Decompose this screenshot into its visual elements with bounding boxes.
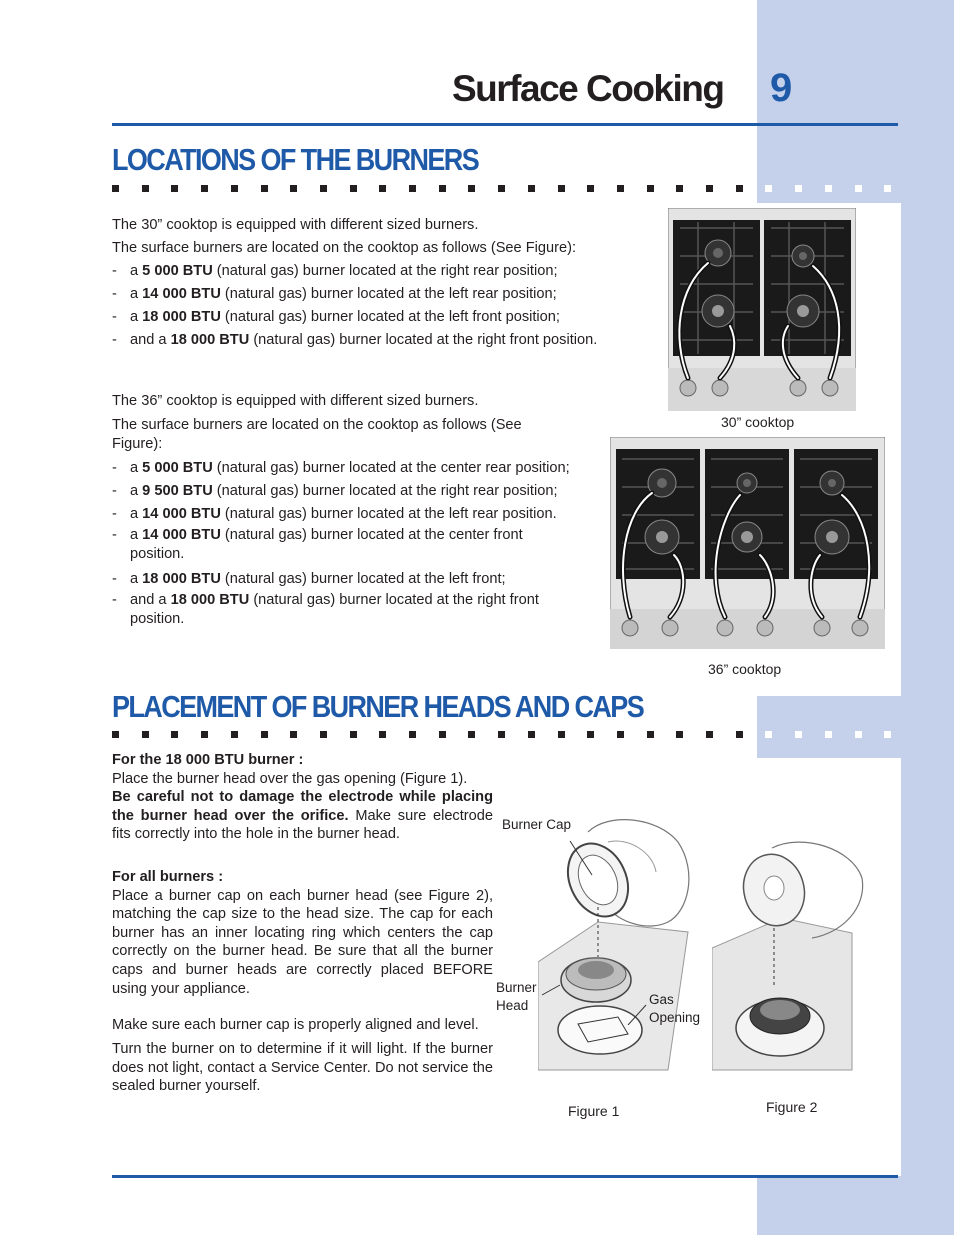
label-burner-cap: Burner Cap xyxy=(502,817,572,832)
btu-rating: 18 000 BTU xyxy=(142,309,221,325)
divider-dot xyxy=(201,731,208,738)
divider-dot xyxy=(290,731,297,738)
divider-dot xyxy=(528,185,535,192)
divider-dot xyxy=(706,185,713,192)
label-gas-line2: Opening xyxy=(649,1010,701,1025)
list-item-text: (natural gas) burner located at the center rear position; xyxy=(212,460,570,476)
caption-30-cooktop: 30” cooktop xyxy=(721,414,795,430)
divider-dot xyxy=(884,185,891,192)
list-item xyxy=(112,526,592,564)
list-item xyxy=(112,283,632,306)
divider-dot xyxy=(142,731,149,738)
divider-dot xyxy=(647,731,654,738)
divider-dot xyxy=(201,185,208,192)
divider-dot xyxy=(558,731,565,738)
list-item xyxy=(112,457,592,480)
list-item-text: (natural gas) burner located at the center front xyxy=(220,527,523,543)
btu-rating: 18 000 BTU xyxy=(170,332,250,348)
list-item-prefix: a xyxy=(130,286,143,302)
list-item xyxy=(112,329,632,352)
divider-dot xyxy=(112,731,119,738)
list-item-text: (natural gas) burner located at the right front position. xyxy=(249,332,598,348)
divider-dot xyxy=(587,185,594,192)
divider-dot xyxy=(261,731,268,738)
divider-dot xyxy=(290,185,297,192)
list-item-text: (natural gas) burner located at the left rear position. xyxy=(220,506,557,522)
list-item-text: (natural gas) burner located at the left front position; xyxy=(220,309,560,325)
instruction-para: Place a burner cap on each burner head (see Figure 2), matching the cap size to the head size. The cap for each burner has an inner locating ring which centers the cap correctly on the burner head. Be sure that all the burner caps and burner heads are correctly placed BEFORE using your appliance. xyxy=(112,887,493,997)
divider-dot xyxy=(231,185,238,192)
divider-dot xyxy=(736,731,743,738)
btu-rating: 5 000 BTU xyxy=(142,460,213,476)
list-item xyxy=(112,260,632,283)
cooktop-36-figure xyxy=(610,437,885,649)
divider-dot xyxy=(379,731,386,738)
list-item xyxy=(112,503,592,526)
list-item-prefix: a xyxy=(130,571,143,587)
divider-dot xyxy=(350,185,357,192)
burner-list-30 xyxy=(112,260,632,352)
divider-dot xyxy=(439,185,446,192)
figure-2-illustration xyxy=(712,838,872,1074)
list-item-prefix: a xyxy=(130,309,143,325)
btu-rating: 14 000 BTU xyxy=(142,286,221,302)
page-number: 9 xyxy=(770,66,793,110)
list-item-continuation: position. xyxy=(130,546,185,562)
divider-dot xyxy=(142,185,149,192)
subheading-all-burners: For all burners : xyxy=(112,869,224,885)
list-dash: - xyxy=(112,592,117,608)
divider-dot xyxy=(320,185,327,192)
section-divider-dots xyxy=(112,185,902,193)
caption-figure-2: Figure 2 xyxy=(766,1099,818,1115)
divider-dot xyxy=(498,731,505,738)
list-item-text: (natural gas) burner located at the left rear position; xyxy=(220,286,557,302)
divider-dot xyxy=(587,731,594,738)
btu-rating: 18 000 BTU xyxy=(142,571,221,587)
instructions-block-1 xyxy=(112,751,493,844)
instructions-block-2 xyxy=(112,868,493,998)
section-divider-dots xyxy=(112,731,902,739)
btu-rating: 5 000 BTU xyxy=(142,263,213,279)
intro-36-line-a: The surface burners are located on the cooktop as follows (See xyxy=(112,417,522,433)
divider-dot xyxy=(825,731,832,738)
divider-dot xyxy=(498,185,505,192)
divider-dot xyxy=(112,185,119,192)
label-gas-line1: Gas xyxy=(649,992,674,1007)
divider-dot xyxy=(736,185,743,192)
list-dash: - xyxy=(112,506,117,522)
text-36-cooktop xyxy=(112,390,592,633)
divider-dot xyxy=(320,731,327,738)
intro-30-line: The 30” cooktop is equipped with different sized burners. xyxy=(112,217,479,233)
instruction-text: Make sure electrode fits correctly into the hole in the burner head. xyxy=(112,807,493,843)
list-dash: - xyxy=(112,263,117,279)
list-dash: - xyxy=(112,483,117,499)
list-item-text: (natural gas) burner located at the left front; xyxy=(220,571,506,587)
divider-dot xyxy=(261,185,268,192)
divider-dot xyxy=(409,731,416,738)
btu-rating: 18 000 BTU xyxy=(170,592,250,608)
divider-dot xyxy=(795,731,802,738)
divider-dot xyxy=(884,731,891,738)
divider-dot xyxy=(676,731,683,738)
divider-dot xyxy=(409,185,416,192)
btu-rating: 9 500 BTU xyxy=(142,483,213,499)
divider-dot xyxy=(231,731,238,738)
divider-dot xyxy=(171,185,178,192)
list-item-continuation: position. xyxy=(130,611,185,627)
subheading-18000: For the 18 000 BTU burner : xyxy=(112,752,304,768)
list-dash: - xyxy=(112,527,117,543)
list-dash: - xyxy=(112,309,117,325)
intro-30-line: The surface burners are located on the cooktop as follows (See Figure): xyxy=(112,240,576,256)
list-item-prefix: a xyxy=(130,506,143,522)
list-dash: - xyxy=(112,332,117,348)
list-item-text: (natural gas) burner located at the right rear position; xyxy=(212,263,558,279)
divider-dot xyxy=(439,731,446,738)
divider-dot xyxy=(855,185,862,192)
divider-dot xyxy=(468,185,475,192)
header-rule xyxy=(112,123,898,126)
instruction-para: Place the burner head over the gas opening (Figure 1). xyxy=(112,770,468,787)
list-item-prefix: a xyxy=(130,483,143,499)
divider-dot xyxy=(765,185,772,192)
footer-rule xyxy=(112,1175,898,1178)
caption-36-cooktop: 36” cooktop xyxy=(708,661,782,677)
divider-dot xyxy=(647,185,654,192)
divider-dot xyxy=(558,185,565,192)
divider-dot xyxy=(855,731,862,738)
intro-36-line xyxy=(112,416,592,454)
divider-dot xyxy=(171,731,178,738)
btu-rating: 14 000 BTU xyxy=(142,506,221,522)
list-item xyxy=(112,591,592,629)
list-item-prefix: and a xyxy=(130,592,171,608)
list-item xyxy=(112,568,592,591)
divider-dot xyxy=(528,731,535,738)
section-title-locations: LOCATIONS OF THE BURNERS xyxy=(112,143,479,177)
divider-dot xyxy=(825,185,832,192)
list-dash: - xyxy=(112,460,117,476)
intro-36-line-b: Figure): xyxy=(112,436,163,452)
divider-dot xyxy=(468,731,475,738)
list-dash: - xyxy=(112,286,117,302)
text-30-cooktop xyxy=(112,214,632,352)
list-dash: - xyxy=(112,571,117,587)
label-burner-head-line2: Head xyxy=(496,998,529,1013)
divider-dot xyxy=(379,185,386,192)
divider-dot xyxy=(617,731,624,738)
instruction-para: Make sure each burner cap is properly aligned and level. xyxy=(112,1017,479,1033)
list-item-prefix: a xyxy=(130,263,143,279)
divider-dot xyxy=(706,731,713,738)
burner-list-36 xyxy=(112,457,592,629)
divider-dot xyxy=(617,185,624,192)
divider-dot xyxy=(350,731,357,738)
divider-dot xyxy=(795,185,802,192)
instruction-para xyxy=(112,788,493,844)
btu-rating: 14 000 BTU xyxy=(142,527,221,543)
list-item xyxy=(112,306,632,329)
divider-dot xyxy=(765,731,772,738)
list-item-prefix: a xyxy=(130,460,143,476)
list-item xyxy=(112,480,592,503)
list-item-text: (natural gas) burner located at the right front xyxy=(249,592,539,608)
section-title-placement: PLACEMENT OF BURNER HEADS AND CAPS xyxy=(112,690,644,724)
label-burner-head-line1: Burner xyxy=(496,980,537,995)
page-title: Surface Cooking xyxy=(452,68,724,109)
list-item-prefix: a xyxy=(130,527,143,543)
list-item-text: (natural gas) burner located at the right rear position; xyxy=(212,483,558,499)
warning-text: Be careful not to damage the electrode while placing the burner head over the orifice. xyxy=(112,789,493,824)
cooktop-30-figure xyxy=(668,208,856,411)
divider-dot xyxy=(676,185,683,192)
intro-36-line: The 36” cooktop is equipped with different sized burners. xyxy=(112,393,479,409)
caption-figure-1: Figure 1 xyxy=(568,1103,620,1119)
callout-lines xyxy=(530,835,660,1025)
instruction-para: Turn the burner on to determine if it will light. If the burner does not light, contact a Service Center. Do not service the sealed burner yourself. xyxy=(112,1041,493,1095)
list-item-prefix: and a xyxy=(130,332,171,348)
